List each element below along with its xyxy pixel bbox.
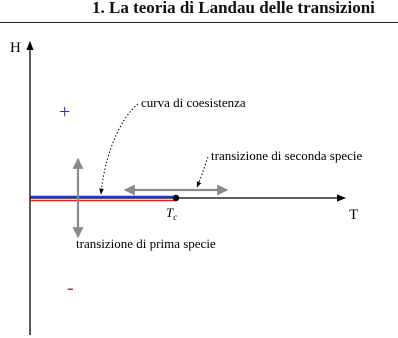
critical-point (173, 195, 179, 201)
y-axis-label: H (10, 40, 21, 56)
minus-sign: - (67, 277, 74, 299)
plus-sign: + (59, 101, 71, 123)
x-axis-label: T (349, 207, 359, 223)
running-title: 1. La teoria di Landau delle transizioni (92, 0, 375, 17)
critical-point-label: $T_c$ (166, 205, 178, 222)
annotation-first-order: transizione di prima specie (76, 236, 216, 251)
annotation-coexistence: curva di coesistenza (141, 95, 246, 110)
annotation-second-order: transizione di seconda specie (211, 148, 363, 163)
coexistence-pointer (101, 104, 138, 194)
second-order-pointer (197, 157, 208, 187)
